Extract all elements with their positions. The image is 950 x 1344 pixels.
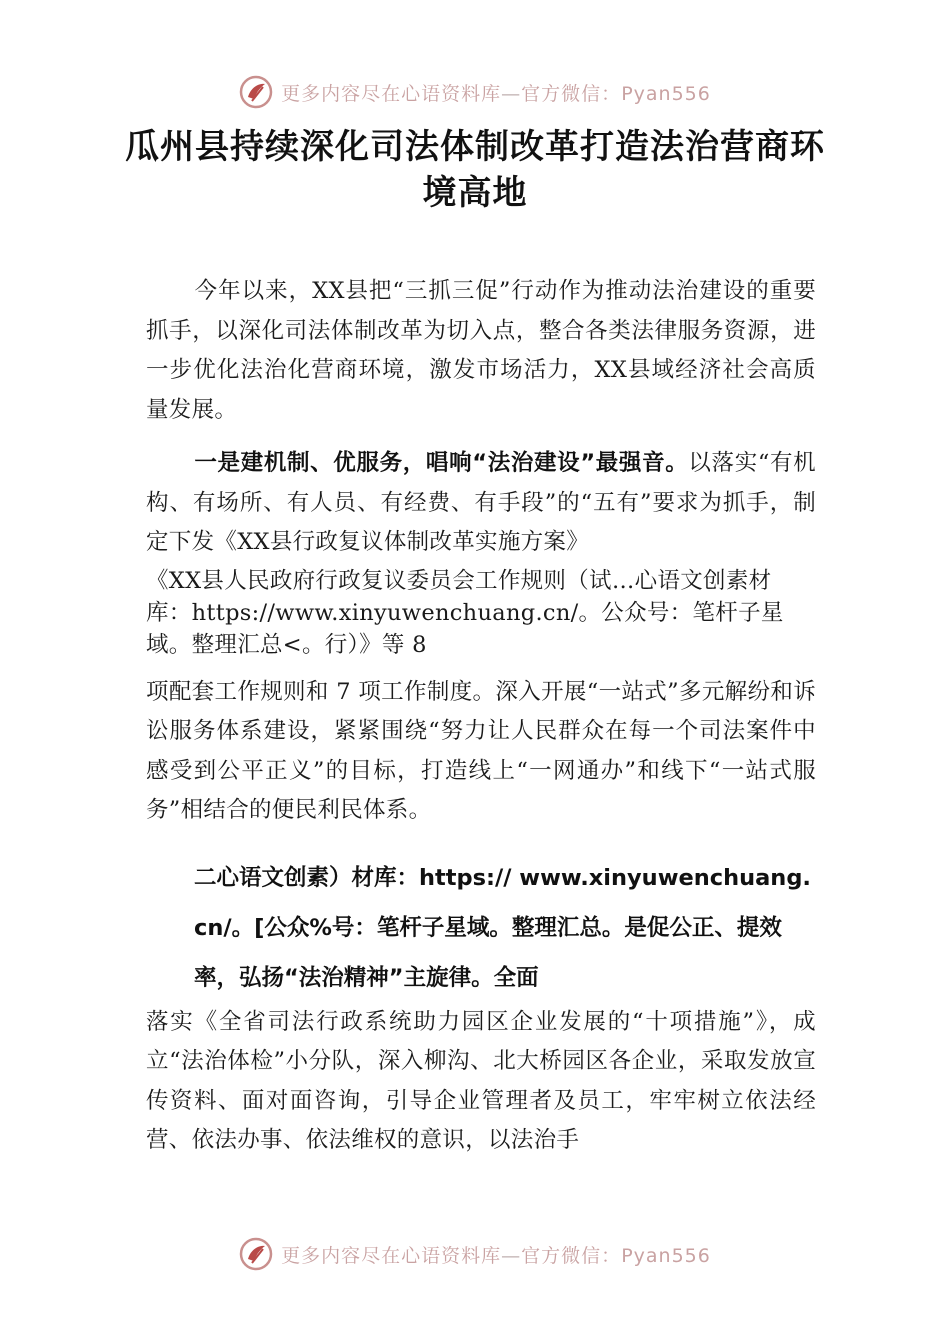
paragraph-first-body: 以落实“有机构、有场所、有人员、有经费、有手段”的“五有”要求为抓手，制定下发《XX县行政复议体制改革实施方案》 [146, 450, 816, 555]
paragraph-first-continued: 项配套工作规则和 7 项工作制度。深入开展“一站式”多元解纷和诉讼服务体系建设，紧紧围绕“努力让人民群众在每一个司法案件中感受到公平正义”的目标，打造线上“一网通办”和线下“一站式服务”相结合的便民利民体系。 [146, 678, 816, 823]
watermark-separator: — [501, 1244, 522, 1267]
watermark-wechat-label: 官方微信： [521, 1244, 622, 1267]
paragraph-first-lead: 一是建机制、优服务，唱响“法治建设”最强音。 [194, 450, 689, 476]
document-title: 瓜州县持续深化司法体制改革打造法治营商环境高地 [125, 127, 825, 213]
watermark-header [0, 70, 950, 114]
paragraph-second-body: 落实《全省司法行政系统助力园区企业发展的“十项措施”》，成立“法治体检”小分队，深入柳沟、北大桥园区各企业，采取发放宣传资料、面对面咨询，引导企业管理者及员工，牢牢树立依法经营、依法办事、依法维权的意识，以法治手 [146, 1008, 816, 1153]
section-heading-second: 二心语文创素）材库：https:// www.xinyuwenchuang.cn/。[公众%号：笔杆子星域。整理汇总。是促公正、提效率，弘扬“法治精神”主旋律。全面 [194, 864, 811, 991]
watermark-wechat-id: Pyan556 [621, 82, 711, 105]
paragraph-intro-text: 今年以来，XX县把“三抓三促”行动作为推动法治建设的重要抓手，以深化司法体制改革为切入点，整合各类法律服务资源，进一步优化法治化营商环境，激发市场活力，XX县域经济社会高质量发展。 [146, 278, 816, 423]
watermark-separator: — [501, 82, 522, 105]
library-logo-icon [239, 75, 273, 109]
paragraph-intro [146, 272, 816, 430]
watermark-wechat-id: Pyan556 [621, 1244, 711, 1267]
watermark-footer [0, 1232, 950, 1276]
watermark-library-text: 更多内容尽在心语资料库 [281, 1244, 502, 1267]
paragraph-first-insert: 《XX县人民政府行政复议委员会工作规则（试…心语文创素材库：https://www.xinyuwenchuang.cn/。公众号：笔杆子星域。整理汇总<。行）》等 8 [146, 567, 784, 658]
document-body [146, 272, 816, 1161]
library-logo-icon [239, 1237, 273, 1271]
paragraph-first [146, 444, 816, 563]
watermark-library-text: 更多内容尽在心语资料库 [281, 82, 502, 105]
watermark-wechat-label: 官方微信： [521, 82, 622, 105]
